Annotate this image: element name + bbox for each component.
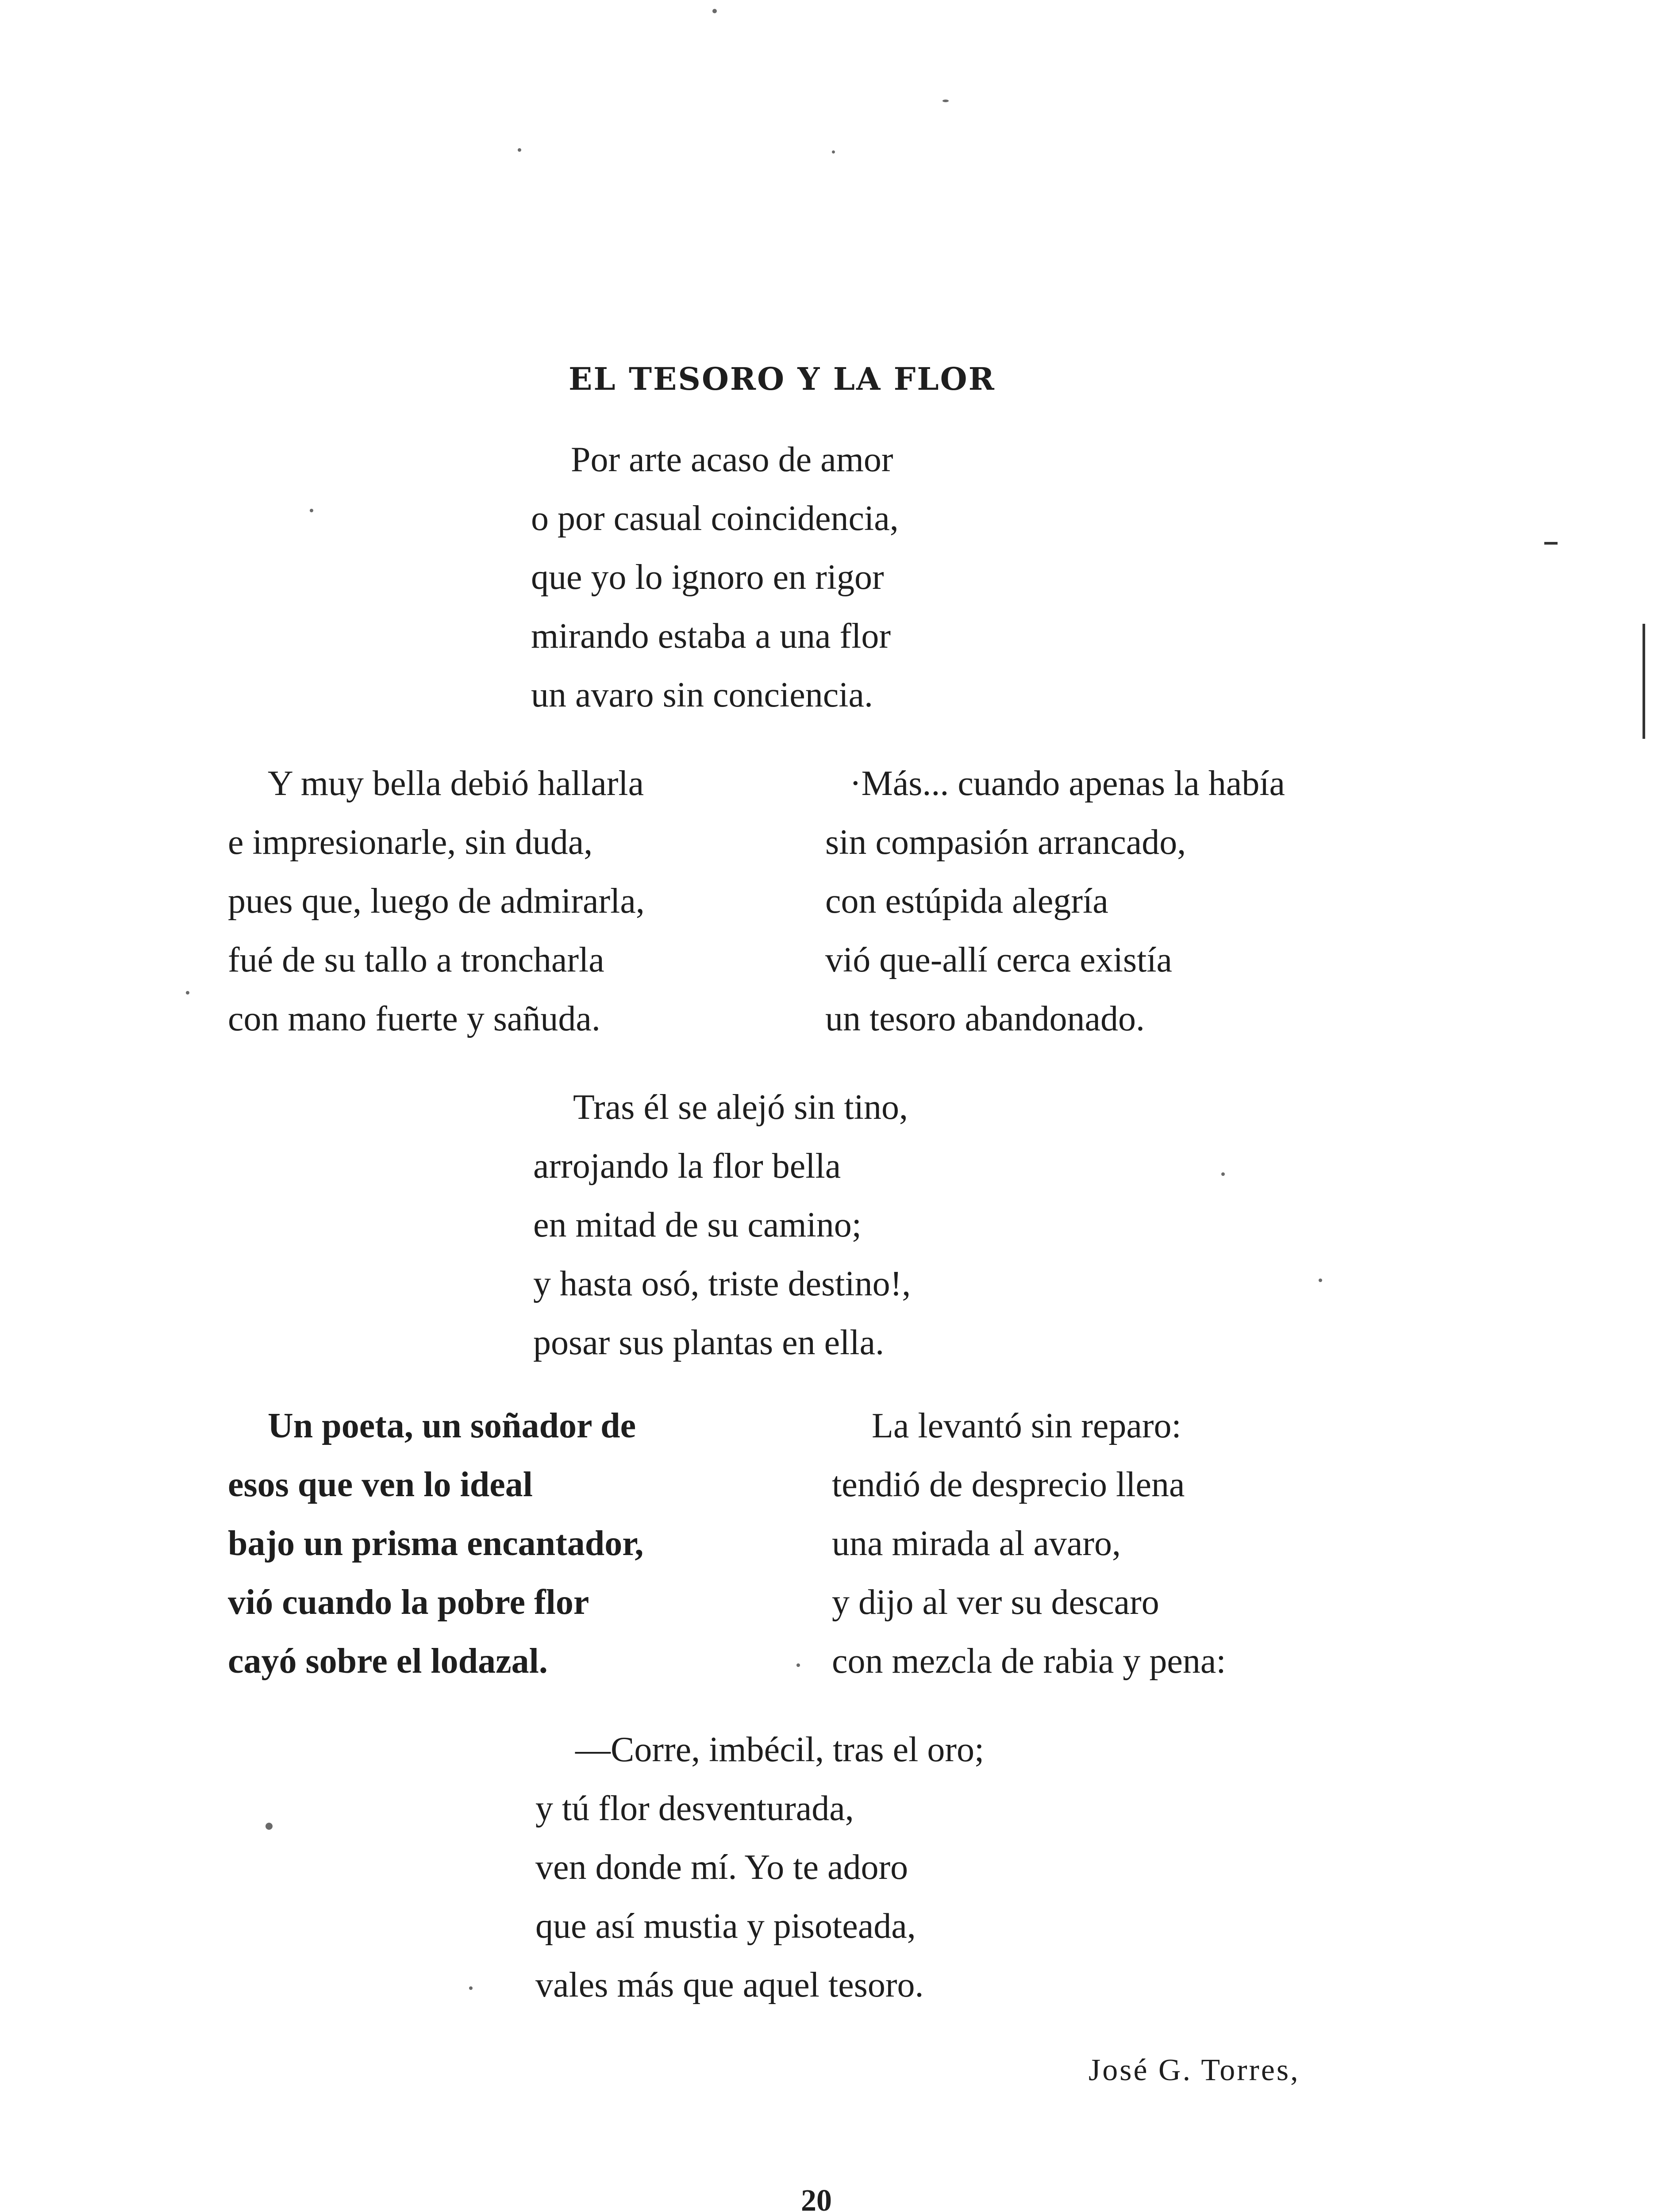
verse-line: en mitad de su camino; (533, 1206, 862, 1244)
verse-line: La levantó sin reparo: (872, 1406, 1181, 1445)
stanza-1 (531, 430, 899, 725)
verse-line: y hasta osó, triste destino!, (533, 1264, 911, 1303)
verse-line: con estúpida alegría (825, 882, 1108, 921)
verse-line: pues que, luego de admirarla, (228, 882, 645, 921)
scan-speck (796, 1663, 800, 1667)
verse-line: vió que-allí cerca existía (825, 941, 1173, 979)
verse-line: una mirada al avaro, (832, 1524, 1121, 1563)
page-number: 20 (801, 2184, 832, 2212)
stanza-2 (228, 754, 645, 1048)
verse-line: arrojando la flor bella (533, 1147, 841, 1186)
verse-line: Y muy bella debió hallarla (268, 764, 644, 803)
scan-speck (1319, 1279, 1322, 1282)
verse-line: mirando estaba a una flor (531, 617, 891, 656)
scan-speck (832, 150, 835, 154)
verse-line: —Corre, imbécil, tras el oro; (575, 1730, 985, 1769)
verse-line: con mezcla de rabia y pena: (832, 1642, 1226, 1681)
verse-line: Tras él se alejó sin tino, (573, 1088, 908, 1127)
verse-line: un avaro sin conciencia. (531, 676, 873, 714)
verse-line: con mano fuerte y sañuda. (228, 999, 600, 1038)
verse-line: bajo un prisma encantador, (228, 1524, 644, 1563)
stanza-3 (825, 754, 1285, 1048)
scan-speck (310, 509, 313, 512)
scan-speck (265, 1823, 273, 1830)
stanza-6 (832, 1397, 1226, 1691)
verse-line: Un poeta, un soñador de (268, 1406, 636, 1445)
verse-line: y dijo al ver su descaro (832, 1583, 1159, 1622)
verse-line: ven donde mí. Yo te adoro (535, 1848, 908, 1887)
author-signature: José G. Torres, (1089, 2053, 1300, 2087)
verse-line: vales más que aquel tesoro. (535, 1966, 924, 2005)
verse-line: que así mustia y pisoteada, (535, 1907, 916, 1946)
verse-line: cayó sobre el lodazal. (228, 1642, 548, 1681)
stanza-7 (535, 1720, 984, 2015)
scan-speck (469, 1986, 473, 1990)
verse-line: un tesoro abandonado. (825, 999, 1145, 1038)
verse-line: o por casual coincidencia, (531, 499, 899, 538)
scan-speck (942, 100, 949, 102)
edge-mark (1544, 542, 1558, 545)
scan-speck (186, 991, 189, 995)
edge-mark (1643, 624, 1645, 739)
verse-line: e impresionarle, sin duda, (228, 823, 593, 862)
verse-line: y tú flor desventurada, (535, 1789, 854, 1828)
scan-speck (712, 9, 717, 13)
verse-line: sin compasión arrancado, (825, 823, 1186, 862)
verse-line: esos que ven lo ideal (228, 1465, 533, 1504)
poem-title: EL TESORO Y LA FLOR (569, 361, 996, 397)
stanza-4 (533, 1078, 911, 1372)
verse-line: Por arte acaso de amor (571, 440, 893, 479)
scan-speck (1221, 1172, 1225, 1176)
verse-line: vió cuando la pobre flor (228, 1583, 589, 1622)
verse-line: que yo lo ignoro en rigor (531, 558, 884, 597)
verse-line: posar sus plantas en ella. (533, 1323, 885, 1362)
verse-line: fué de su tallo a troncharla (228, 941, 604, 979)
verse-line: tendió de desprecio llena (832, 1465, 1185, 1504)
scan-speck (518, 148, 521, 152)
stanza-5 (228, 1397, 643, 1691)
verse-line: ·Más... cuando apenas la había (850, 764, 1285, 803)
